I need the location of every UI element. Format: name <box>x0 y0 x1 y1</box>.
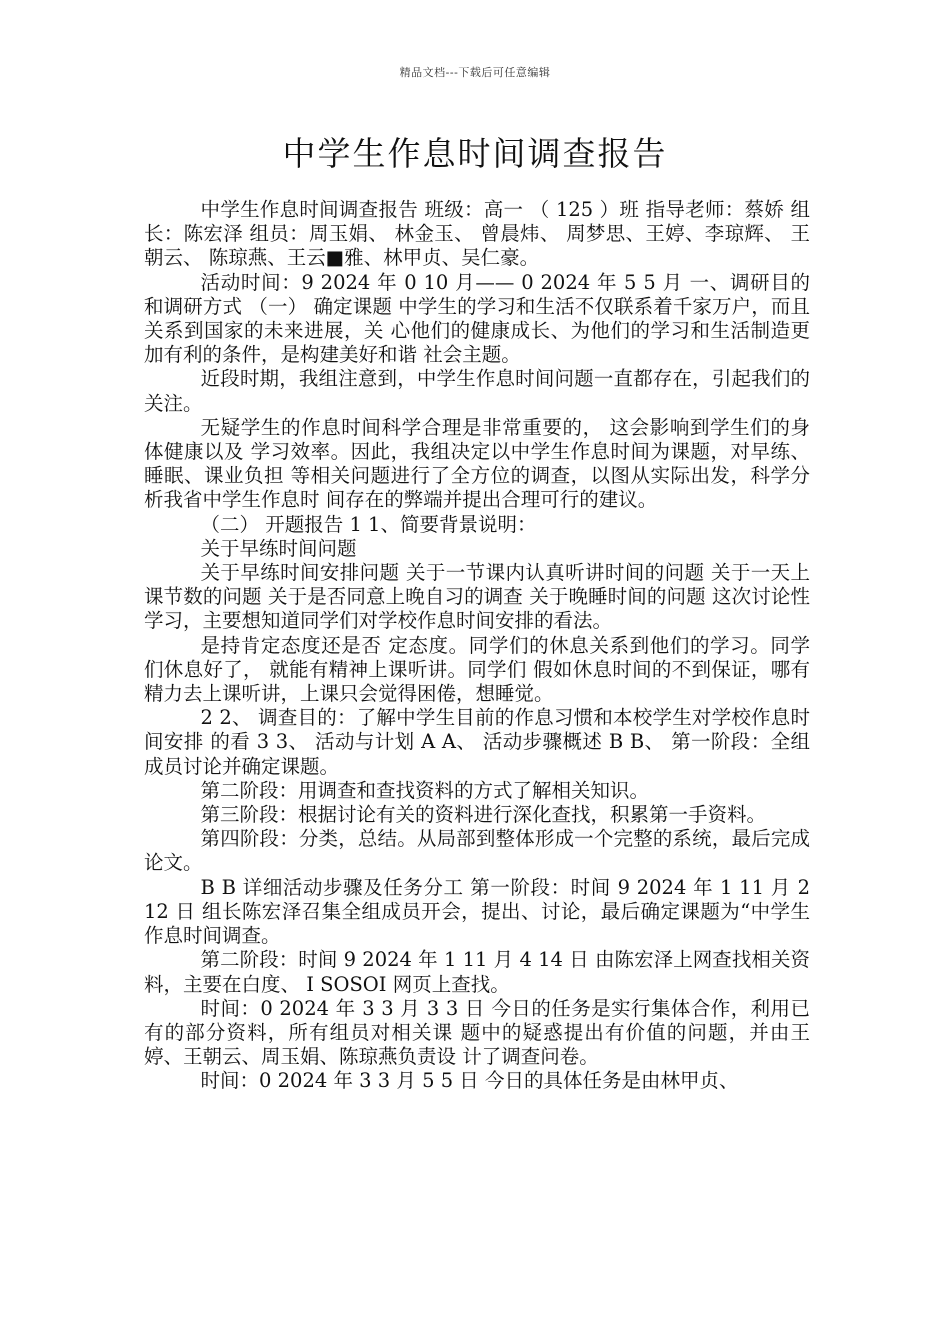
paragraph: 第二阶段：时间 9 2024 年 1 11 月 4 14 日 由陈宏泽上网查找相关资料，主要在白度、 I SOSOI 网页上查找。 <box>144 948 810 996</box>
paragraph: （二） 开题报告 1 1、简要背景说明： <box>200 512 537 536</box>
paragraph: 是持肯定态度还是否 定态度。同学们的休息关系到他们的学习。同学们休息好了， 就能有精神上课听讲。同学们 假如休息时间的不到保证，哪有精力去上课听讲，上课只会觉得困倦，想睡觉。 <box>144 633 810 706</box>
document-body <box>144 198 810 1094</box>
document-title: 中学生作息时间调查报告 <box>282 134 668 173</box>
paragraph: 活动时间：9 2024 年 0 10 月—— 0 2024 年 5 5 月 一、调研目的和调研方式 （一） 确定课题 中学生的学习和生活不仅联系着千家万户，而且关系到国家的未来进展，关 心他们的健康成长、为他们的学习和生活制造更加有利的条件，是构建美好和谐 社会主题。 <box>144 270 810 367</box>
header-note: 精品文档---下载后可任意编辑 <box>399 66 551 79</box>
paragraph: 第二阶段：用调查和查找资料的方式了解相关知识。 <box>200 778 650 802</box>
paragraph: 2 2、 调查目的：了解中学生目前的作息习惯和本校学生对学校作息时间安排 的看 3 3、 活动与计划 A A、 活动步骤概述 B B、 第一阶段：全组成员讨论并确定课题。 <box>144 706 810 778</box>
paragraph: 无疑学生的作息时间科学合理是非常重要的， 这会影响到学生们的身体健康以及 学习效率。因此，我组决定以中学生作息时间为课题，对早练、睡眠、课业负担 等相关问题进行了全方位的调查，以图从实际出发，科学分析我省中学生作息时 间存在的弊端并提出合理可行的建议。 <box>144 415 810 512</box>
paragraph: 关于早练时间安排问题 关于一节课内认真听讲时间的问题 关于一天上课节数的问题 关于是否同意上晚自习的调查 关于晚睡时间的问题 这次讨论性学习，主要想知道同学们对学校作息时间安排的看法。 <box>144 561 810 633</box>
paragraph: 第四阶段：分类，总结。从局部到整体形成一个完整的系统，最后完成论文。 <box>144 827 810 875</box>
paragraph: 第三阶段：根据讨论有关的资料进行深化查找，积累第一手资料。 <box>200 803 767 827</box>
paragraph: 时间：0 2024 年 3 3 月 5 5 日 今日的具体任务是由林甲贞、 <box>200 1069 739 1093</box>
paragraph: 时间：0 2024 年 3 3 月 3 3 日 今日的任务是实行集体合作，利用已有的部分资料，所有组员对相关课 题中的疑惑提出有价值的问题，并由王婷、王朝云、周玉娟、陈琼燕负责设 计了调查问卷。 <box>144 996 810 1069</box>
paragraph: B B 详细活动步骤及任务分工 第一阶段：时间 9 2024 年 1 11 月 2 12 日 组长陈宏泽召集全组成员开会，提出、讨论，最后确定课题为“中学生 作息时间调查。 <box>144 875 810 948</box>
paragraph: 近段时期，我组注意到，中学生作息时间问题一直都存在，引起我们的关注。 <box>144 367 810 415</box>
paragraph: 中学生作息时间调查报告 班级：高一 （ 125 ）班 指导老师：蔡娇 组长：陈宏泽 组员：周玉娟、 林金玉、 曾晨炜、 周梦思、王婷、李琼辉、 王朝云、 陈琼燕、王云■雅、林甲贞、吴仁豪。 <box>144 198 810 270</box>
paragraph: 关于早练时间问题 <box>200 536 357 560</box>
